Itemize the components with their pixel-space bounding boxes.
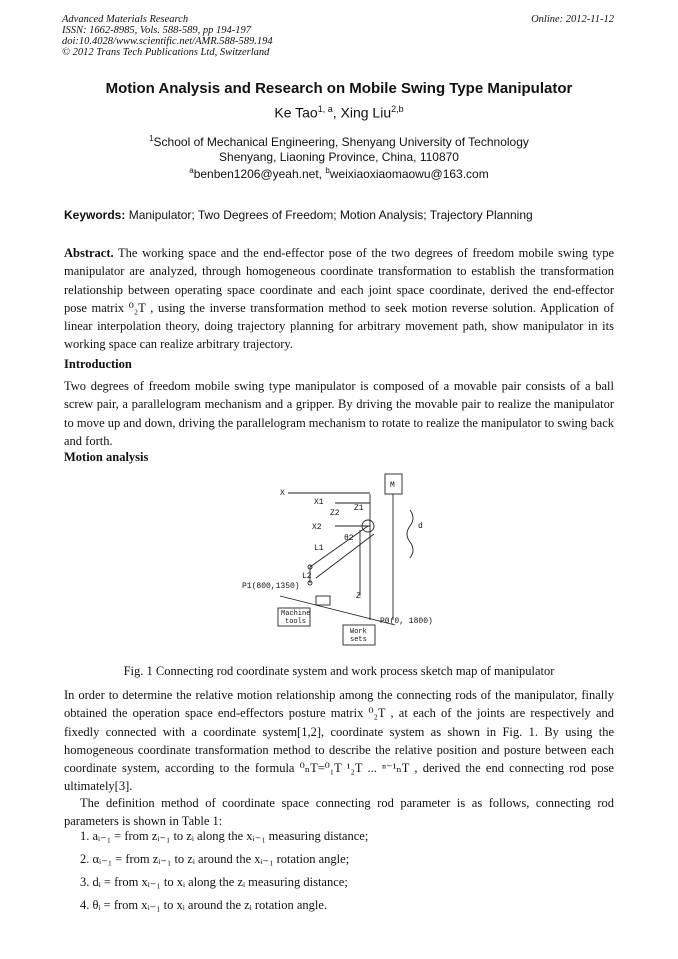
label-x2: X2 bbox=[312, 523, 322, 532]
figure-caption: Fig. 1 Connecting rod coordinate system and work process sketch map of manipulator bbox=[123, 664, 555, 678]
label-z1: Z1 bbox=[354, 504, 364, 513]
motion-heading: Motion analysis bbox=[64, 450, 149, 464]
affiliation-line: Shenyang, Liaoning Province, China, 110870 bbox=[219, 150, 459, 164]
journal-name: Advanced Materials Research bbox=[62, 14, 189, 25]
label-d: d bbox=[418, 522, 423, 531]
label-x1: X1 bbox=[314, 498, 324, 507]
journal-issn: ISSN: 1662-8985, Vols. 588-589, pp 194-197 bbox=[62, 25, 251, 36]
parameter-item: 3. dᵢ = from xᵢ₋₁ to xᵢ along the zᵢ measuring distance; bbox=[80, 875, 348, 889]
introduction-text: Two degrees of freedom mobile swing type manipulator is composed of a movable pair consists of a ball screw pair, a parallelogram mechanism and a gripper. By driving the movable pair to realize the manipulator to move up and down, driving the parallelogram mechanism to rotate to realize the manipulator to swing back and forth. bbox=[64, 379, 614, 448]
keywords-text: Manipulator; Two Degrees of Freedom; Motion Analysis; Trajectory Planning bbox=[128, 208, 533, 222]
motion-paragraph-2-text: The definition method of coordinate space connecting rod parameter is as follows, connecting rod parameters is shown in Table 1: bbox=[64, 796, 614, 829]
machine-tools-label: Machine bbox=[281, 610, 311, 618]
keywords bbox=[64, 208, 533, 222]
email-line: $^a$benben1206@yeah.net, $^b$weixiaoxiaomaowu@163.com bbox=[189, 166, 489, 181]
label-z2: Z2 bbox=[330, 509, 340, 518]
label-x: X bbox=[280, 489, 285, 498]
email-sup: a bbox=[189, 166, 194, 175]
author-line: Ke Tao$^{1, a}$, Xing Liu$^{2,b}$ bbox=[274, 104, 404, 121]
author-name: Xing Liu bbox=[340, 104, 392, 121]
abstract-text: The working space and the end-effector pose of the two degrees of freedom mobile swing type manipulator are analyzed, through homogeneous coordinate transformation to establish the transformation relationship between operating space coordinate and each joint space coordinate, derived the end-effector pose matrix ⁰₂T , using the inverse transformation method to seek motion reverse solution. Application of linear interpolation theory, doing trajectory planning for arbitrary movement path, show manipulator in its working space can realize arbitrary trajectory. bbox=[64, 246, 614, 352]
email-address: benben1206@yeah.net bbox=[193, 167, 319, 181]
introduction-heading: Introduction bbox=[64, 357, 132, 371]
abstract-label: Abstract. bbox=[64, 246, 114, 260]
online-date: Online: 2012-11-12 bbox=[531, 14, 614, 25]
author-name: Ke Tao bbox=[274, 104, 318, 121]
affiliation-sup: 1 bbox=[149, 134, 154, 143]
keywords-label: Keywords: bbox=[64, 208, 126, 222]
affiliation-line: School of Mechanical Engineering, Shenyang University of Technology bbox=[153, 135, 529, 149]
gripper bbox=[316, 596, 330, 605]
label-m: M bbox=[390, 481, 395, 490]
guide-spring bbox=[407, 510, 413, 558]
label-p0: P0(0, 1800) bbox=[380, 617, 433, 626]
label-p1: P1(800,1350) bbox=[242, 582, 300, 591]
abstract bbox=[64, 244, 614, 354]
work-sets-label: Work bbox=[350, 628, 367, 636]
motion-paragraph-1: In order to determine the relative motion relationship among the connecting rods of the manipulator, finally obtained the operation space end-effectors posture matrix ⁰₂T , at each of the joints are respectively and fixedly connected with a coordinate system[1,2], coordinate system as shown in Fig. 1. By using the homogeneous coordinate transformation method to describe the relative position and posture between each coordinate system, according to the formula ⁰ₙT=⁰₁T ¹₂T ... ⁿ⁻¹ₙT , derived the end connecting rod pose ultimately[3]. bbox=[64, 688, 614, 794]
label-theta: θ2 bbox=[344, 534, 354, 543]
journal-doi: doi:10.4028/www.scientific.net/AMR.588-589.194 bbox=[62, 36, 273, 47]
parameter-item: 1. aᵢ₋₁ = from zᵢ₋₁ to zᵢ along the xᵢ₋₁ measuring distance; bbox=[80, 829, 369, 843]
label-z: Z bbox=[356, 592, 361, 601]
journal-header bbox=[62, 14, 273, 58]
author-sup: 2,b bbox=[391, 104, 404, 114]
paper-title: Motion Analysis and Research on Mobile Swing Type Manipulator bbox=[105, 80, 573, 97]
email-sup: b bbox=[325, 166, 330, 175]
work-sets-label: sets bbox=[350, 636, 367, 644]
email-address: weixiaoxiaomaowu@163.com bbox=[329, 167, 489, 181]
manipulator-figure bbox=[240, 470, 440, 660]
label-l2: L2 bbox=[302, 572, 312, 581]
author-sup: 1, a bbox=[317, 104, 333, 114]
label-l1: L1 bbox=[314, 544, 324, 553]
journal-copyright: © 2012 Trans Tech Publications Ltd, Switzerland bbox=[62, 47, 270, 58]
motion-paragraph-2 bbox=[64, 794, 614, 831]
parameter-item: 2. αᵢ₋₁ = from zᵢ₋₁ to zᵢ around the xᵢ₋₁ rotation angle; bbox=[80, 852, 350, 866]
parameter-item: 4. θᵢ = from xᵢ₋₁ to xᵢ around the zᵢ rotation angle. bbox=[80, 898, 328, 912]
affiliation bbox=[0, 131, 678, 165]
machine-tools-label: tools bbox=[285, 618, 307, 626]
